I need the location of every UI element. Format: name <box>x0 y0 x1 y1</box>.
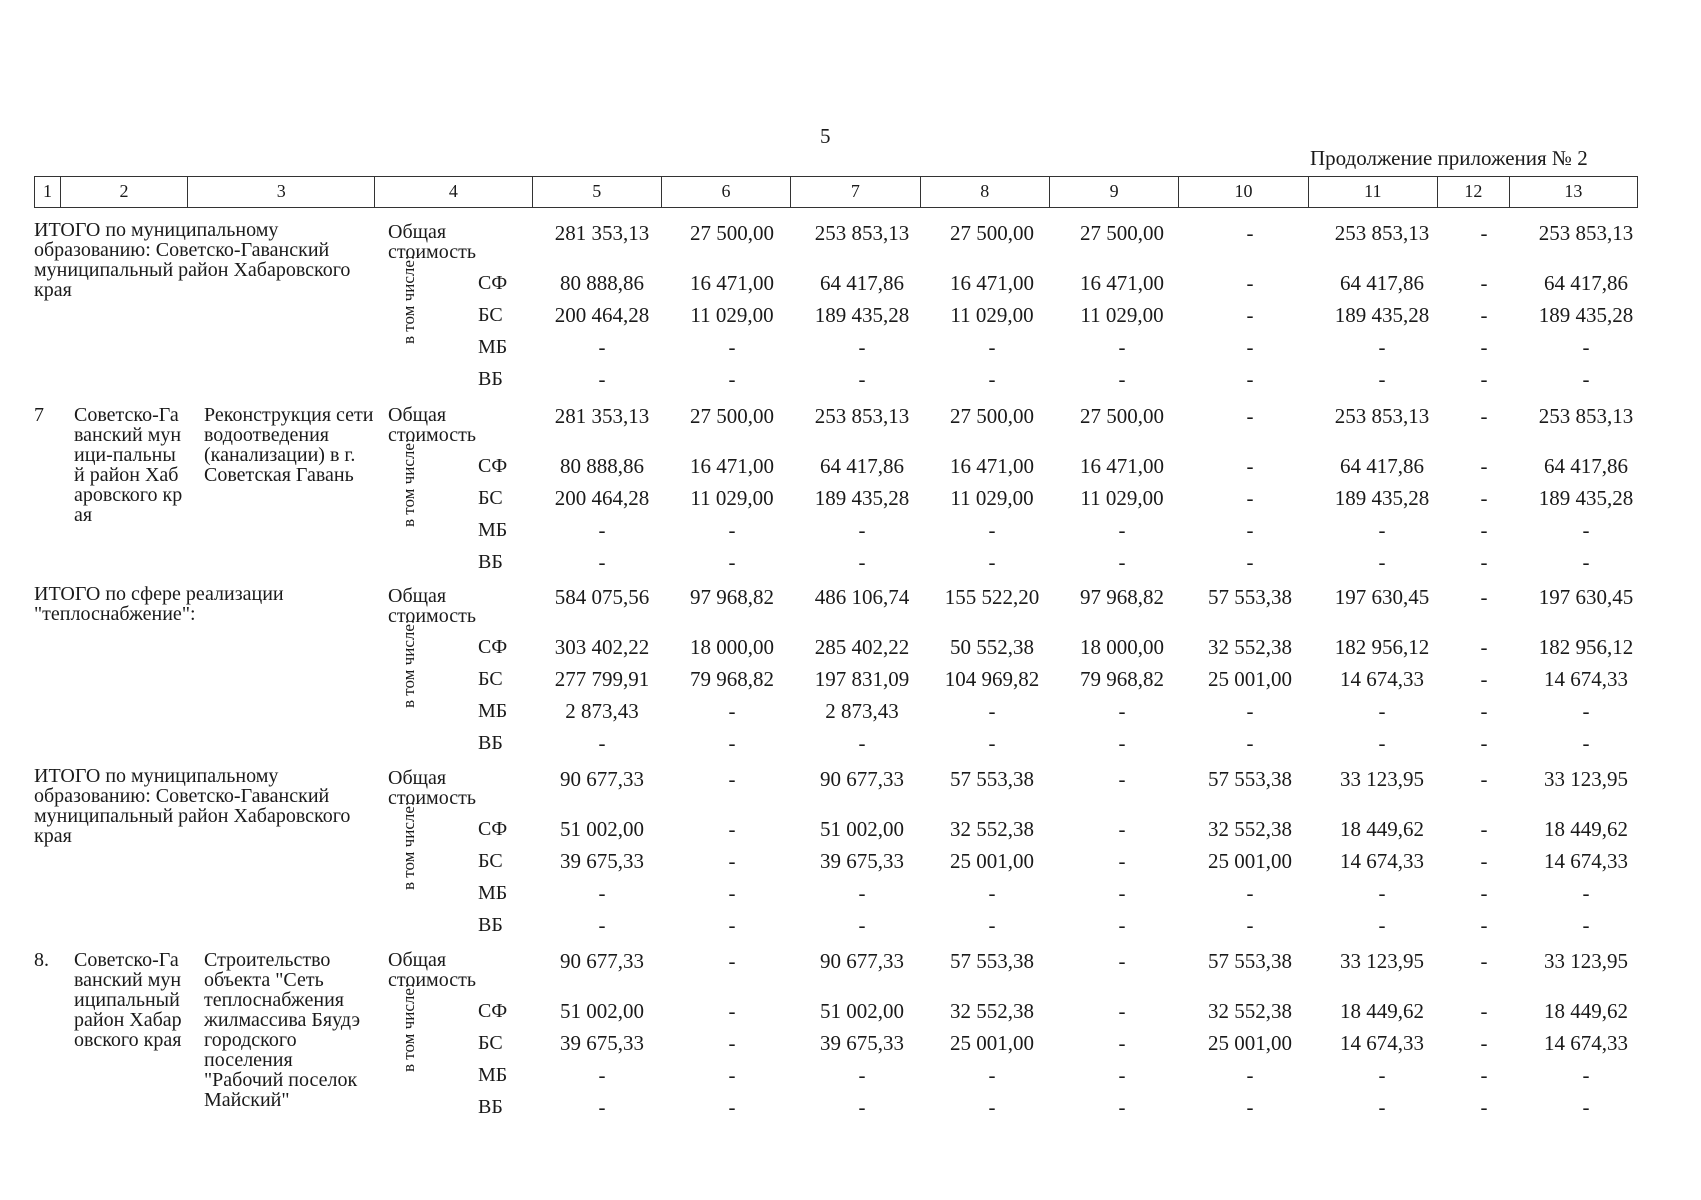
fund-label: ВБ <box>478 732 503 754</box>
table-cell: 80 888,86 <box>560 454 644 478</box>
table-cell: 281 353,13 <box>554 404 650 428</box>
table-cell: 32 552,38 <box>950 999 1034 1023</box>
table-cell: 253 853,13 <box>814 221 910 245</box>
table-cell: - <box>1480 817 1488 841</box>
table-cell: 64 417,86 <box>1340 454 1424 478</box>
table-cell: 285 402,22 <box>814 635 910 659</box>
table-cell: - <box>1480 731 1488 755</box>
table-cell: - <box>1582 550 1590 574</box>
table-cell: - <box>598 367 606 391</box>
table-cell: 14 674,33 <box>1340 849 1424 873</box>
table-cell: - <box>988 367 996 391</box>
table-cell: 57 553,38 <box>1208 767 1292 791</box>
table-cell: 11 029,00 <box>950 303 1034 327</box>
table-cell: 197 831,09 <box>814 667 910 691</box>
table-cell: 16 471,00 <box>1080 454 1164 478</box>
fund-label: ВБ <box>478 1096 503 1118</box>
header-col-9: 9 <box>1050 177 1179 207</box>
table-cell: 50 552,38 <box>950 635 1034 659</box>
table-cell: - <box>728 699 736 723</box>
table-cell: - <box>1480 271 1488 295</box>
table-cell: 253 853,13 <box>1334 404 1430 428</box>
table-cell: 2 873,43 <box>565 699 639 723</box>
fund-label: БС <box>478 304 503 326</box>
table-cell: - <box>1246 881 1254 905</box>
table-cell: 11 029,00 <box>1080 303 1164 327</box>
table-cell: - <box>1582 518 1590 542</box>
table-cell: 64 417,86 <box>1544 271 1628 295</box>
item-number: 7 <box>34 404 44 426</box>
table-cell: - <box>1118 550 1126 574</box>
table-cell: 27 500,00 <box>690 221 774 245</box>
table-cell: 97 968,82 <box>690 585 774 609</box>
header-col-3: 3 <box>188 177 375 207</box>
header-col-12: 12 <box>1438 177 1510 207</box>
table-cell: - <box>1118 849 1126 873</box>
table-cell: - <box>988 913 996 937</box>
table-cell: - <box>598 335 606 359</box>
table-cell: - <box>1118 699 1126 723</box>
table-cell: 39 675,33 <box>820 1031 904 1055</box>
fund-label: БС <box>478 1032 503 1054</box>
table-cell: 97 968,82 <box>1080 585 1164 609</box>
table-cell: 64 417,86 <box>1544 454 1628 478</box>
header-col-4: 4 <box>375 177 532 207</box>
total-cost-label: Общая стоимость <box>388 767 476 809</box>
table-cell: - <box>988 1063 996 1087</box>
table-cell: - <box>1118 999 1126 1023</box>
header-col-11: 11 <box>1309 177 1438 207</box>
table-cell: - <box>988 699 996 723</box>
table-cell: 14 674,33 <box>1340 1031 1424 1055</box>
table-cell: 27 500,00 <box>950 221 1034 245</box>
fund-label: ВБ <box>478 368 503 390</box>
table-cell: 16 471,00 <box>1080 271 1164 295</box>
table-cell: 200 464,28 <box>554 303 650 327</box>
table-cell: - <box>988 731 996 755</box>
table-cell: - <box>728 550 736 574</box>
table-cell: - <box>728 367 736 391</box>
table-cell: 18 449,62 <box>1544 817 1628 841</box>
table-cell: - <box>728 913 736 937</box>
table-cell: 14 674,33 <box>1544 667 1628 691</box>
table-cell: 33 123,95 <box>1544 949 1628 973</box>
table-cell: - <box>598 518 606 542</box>
table-cell: - <box>1480 667 1488 691</box>
table-cell: 18 000,00 <box>1080 635 1164 659</box>
header-col-8: 8 <box>921 177 1050 207</box>
table-cell: 90 677,33 <box>560 949 644 973</box>
header-col-6: 6 <box>662 177 791 207</box>
table-cell: - <box>728 1095 736 1119</box>
table-cell: - <box>1480 1095 1488 1119</box>
fund-label: МБ <box>478 336 508 358</box>
table-cell: 90 677,33 <box>560 767 644 791</box>
table-cell: - <box>858 913 866 937</box>
page-number: 5 <box>820 124 831 148</box>
table-cell: 32 552,38 <box>1208 999 1292 1023</box>
table-cell: 253 853,13 <box>814 404 910 428</box>
table-cell: - <box>1480 699 1488 723</box>
table-cell: - <box>1378 1063 1386 1087</box>
table-cell: 25 001,00 <box>950 1031 1034 1055</box>
table-cell: - <box>858 335 866 359</box>
table-cell: 32 552,38 <box>1208 817 1292 841</box>
table-cell: 64 417,86 <box>1340 271 1424 295</box>
table-cell: 182 956,12 <box>1538 635 1634 659</box>
table-cell: - <box>1480 486 1488 510</box>
fund-label: МБ <box>478 1064 508 1086</box>
block-title: ИТОГО по сфере реализации "теплоснабжение": <box>34 583 284 625</box>
table-cell: - <box>1118 367 1126 391</box>
fund-label: МБ <box>478 700 508 722</box>
table-cell: 197 630,45 <box>1334 585 1430 609</box>
table-cell: - <box>1480 635 1488 659</box>
table-cell: - <box>1480 913 1488 937</box>
table-cell: - <box>988 1095 996 1119</box>
table-cell: 253 853,13 <box>1334 221 1430 245</box>
table-cell: - <box>1378 550 1386 574</box>
fund-label: МБ <box>478 519 508 541</box>
table-cell: - <box>1118 881 1126 905</box>
table-cell: - <box>1246 303 1254 327</box>
table-cell: - <box>1582 913 1590 937</box>
table-cell: 281 353,13 <box>554 221 650 245</box>
table-cell: 11 029,00 <box>690 303 774 327</box>
header-col-5: 5 <box>533 177 662 207</box>
table-cell: 80 888,86 <box>560 271 644 295</box>
table-cell: 14 674,33 <box>1340 667 1424 691</box>
table-cell: 33 123,95 <box>1340 767 1424 791</box>
table-cell: 16 471,00 <box>690 271 774 295</box>
table-cell: - <box>858 1063 866 1087</box>
table-cell: - <box>598 1095 606 1119</box>
item-district: Советско-Гаванский муниципальный район Хабаровского края <box>74 949 182 1051</box>
table-cell: - <box>1118 731 1126 755</box>
table-cell: - <box>728 335 736 359</box>
table-cell: 197 630,45 <box>1538 585 1634 609</box>
table-cell: 25 001,00 <box>1208 1031 1292 1055</box>
table-cell: 189 435,28 <box>1334 486 1430 510</box>
table-cell: - <box>1378 367 1386 391</box>
incl-label: в том числе: <box>399 438 418 527</box>
header-col-7: 7 <box>791 177 920 207</box>
table-cell: - <box>1582 699 1590 723</box>
incl-label: в том числе: <box>399 619 418 708</box>
table-cell: - <box>1118 518 1126 542</box>
table-cell: 51 002,00 <box>820 999 904 1023</box>
table-cell: 51 002,00 <box>560 817 644 841</box>
table-cell: - <box>1246 486 1254 510</box>
table-cell: - <box>1246 913 1254 937</box>
table-cell: - <box>728 518 736 542</box>
table-cell: 277 799,91 <box>554 667 650 691</box>
total-cost-label: Общая стоимость <box>388 585 476 627</box>
table-cell: 57 553,38 <box>950 949 1034 973</box>
table-cell: - <box>1118 913 1126 937</box>
table-cell: - <box>1480 550 1488 574</box>
table-cell: 14 674,33 <box>1544 849 1628 873</box>
table-cell: - <box>1582 335 1590 359</box>
table-cell: - <box>1378 518 1386 542</box>
table-cell: - <box>1378 731 1386 755</box>
fund-label: СФ <box>478 1000 508 1022</box>
table-cell: - <box>1480 518 1488 542</box>
table-cell: - <box>1118 767 1126 791</box>
table-cell: 253 853,13 <box>1538 221 1634 245</box>
table-cell: 303 402,22 <box>554 635 650 659</box>
table-cell: - <box>1378 1095 1386 1119</box>
total-cost-label: Общая стоимость <box>388 221 476 263</box>
table-cell: 253 853,13 <box>1538 404 1634 428</box>
table-cell: - <box>1118 949 1126 973</box>
table-cell: 189 435,28 <box>1334 303 1430 327</box>
table-cell: 90 677,33 <box>820 767 904 791</box>
table-cell: - <box>1246 367 1254 391</box>
table-cell: - <box>728 999 736 1023</box>
table-cell: - <box>1480 1063 1488 1087</box>
incl-label: в том числе: <box>399 983 418 1072</box>
table-cell: 200 464,28 <box>554 486 650 510</box>
fund-label: БС <box>478 668 503 690</box>
table-cell: - <box>1582 1063 1590 1087</box>
table-cell: 90 677,33 <box>820 949 904 973</box>
table-cell: 51 002,00 <box>560 999 644 1023</box>
table-cell: - <box>1246 699 1254 723</box>
table-cell: - <box>988 335 996 359</box>
block-title: ИТОГО по муниципальному образованию: Советско-Гаванский муниципальный район Хабаровского края <box>34 765 351 847</box>
table-cell: 16 471,00 <box>950 271 1034 295</box>
table-cell: - <box>1118 817 1126 841</box>
table-cell: 64 417,86 <box>820 454 904 478</box>
table-cell: - <box>1118 1031 1126 1055</box>
table-cell: 64 417,86 <box>820 271 904 295</box>
table-cell: - <box>858 367 866 391</box>
fund-label: МБ <box>478 882 508 904</box>
table-cell: - <box>1378 881 1386 905</box>
table-cell: 16 471,00 <box>690 454 774 478</box>
table-cell: 189 435,28 <box>814 303 910 327</box>
header-col-13: 13 <box>1564 181 1583 201</box>
table-cell: - <box>728 1063 736 1087</box>
table-cell: - <box>1582 881 1590 905</box>
table-cell: - <box>598 881 606 905</box>
table-cell: - <box>728 849 736 873</box>
incl-label: в том числе: <box>399 255 418 344</box>
table-cell: - <box>1378 699 1386 723</box>
table-cell: 18 449,62 <box>1544 999 1628 1023</box>
table-cell: - <box>1246 404 1254 428</box>
table-cell: - <box>1480 454 1488 478</box>
fund-label: СФ <box>478 818 508 840</box>
table-cell: 25 001,00 <box>950 849 1034 873</box>
total-cost-label: Общая стоимость <box>388 949 476 991</box>
table-cell: - <box>728 817 736 841</box>
table-cell: 39 675,33 <box>560 849 644 873</box>
table-cell: 16 471,00 <box>950 454 1034 478</box>
table-cell: 27 500,00 <box>1080 221 1164 245</box>
table-cell: - <box>988 881 996 905</box>
table-cell: - <box>598 550 606 574</box>
table-cell: 32 552,38 <box>950 817 1034 841</box>
table-cell: - <box>1480 881 1488 905</box>
table-cell: 189 435,28 <box>1538 303 1634 327</box>
table-cell: - <box>1246 271 1254 295</box>
table-cell: - <box>728 731 736 755</box>
table-cell: 27 500,00 <box>1080 404 1164 428</box>
table-cell: - <box>1118 1063 1126 1087</box>
table-cell: 51 002,00 <box>820 817 904 841</box>
item-description: Строительство объекта "Сеть теплоснабжения жилмассива Бяудэ городского поселения "Рабочий поселок Майский" <box>204 949 361 1111</box>
table-cell: 18 000,00 <box>690 635 774 659</box>
table-cell: - <box>1480 221 1488 245</box>
table-cell: - <box>1480 849 1488 873</box>
fund-label: СФ <box>478 455 508 477</box>
table-cell: 32 552,38 <box>1208 635 1292 659</box>
table-cell: - <box>1246 1063 1254 1087</box>
header-col-1: 1 <box>35 177 61 207</box>
header-col-2: 2 <box>61 177 188 207</box>
header-col-10: 10 <box>1179 177 1308 207</box>
table-cell: - <box>858 731 866 755</box>
table-cell: - <box>728 1031 736 1055</box>
table-cell: - <box>858 881 866 905</box>
table-cell: - <box>988 518 996 542</box>
table-header-row <box>34 176 1638 208</box>
table-cell: 189 435,28 <box>1538 486 1634 510</box>
table-cell: - <box>1378 335 1386 359</box>
table-cell: - <box>1480 303 1488 327</box>
table-cell: 11 029,00 <box>690 486 774 510</box>
table-cell: 189 435,28 <box>814 486 910 510</box>
fund-label: БС <box>478 850 503 872</box>
table-cell: 155 522,20 <box>944 585 1040 609</box>
table-cell: 11 029,00 <box>950 486 1034 510</box>
item-district: Советско-Гаванский муници-пальный район Хабаровского края <box>74 404 183 526</box>
appendix-caption: Продолжение приложения № 2 <box>1310 146 1588 170</box>
table-cell: - <box>1480 999 1488 1023</box>
table-cell: 18 449,62 <box>1340 999 1424 1023</box>
table-cell: - <box>1480 585 1488 609</box>
fund-label: СФ <box>478 272 508 294</box>
table-cell: - <box>1582 731 1590 755</box>
table-cell: 182 956,12 <box>1334 635 1430 659</box>
fund-label: СФ <box>478 636 508 658</box>
table-cell: - <box>598 1063 606 1087</box>
table-cell: 11 029,00 <box>1080 486 1164 510</box>
table-cell: 25 001,00 <box>1208 849 1292 873</box>
table-cell: 104 969,82 <box>944 667 1040 691</box>
table-cell: 584 075,56 <box>554 585 650 609</box>
table-cell: 14 674,33 <box>1544 1031 1628 1055</box>
incl-label: в том числе: <box>399 801 418 890</box>
table-cell: 25 001,00 <box>1208 667 1292 691</box>
table-cell: - <box>598 731 606 755</box>
item-description: Реконструкция сети водоотведения (канализации) в г. Советская Гавань <box>204 404 374 486</box>
table-cell: 57 553,38 <box>950 767 1034 791</box>
table-cell: - <box>858 1095 866 1119</box>
table-cell: - <box>1246 731 1254 755</box>
table-cell: 39 675,33 <box>560 1031 644 1055</box>
table-cell: - <box>1582 367 1590 391</box>
table-cell: - <box>1480 1031 1488 1055</box>
table-cell: - <box>1378 913 1386 937</box>
table-cell: 18 449,62 <box>1340 817 1424 841</box>
table-cell: 33 123,95 <box>1544 767 1628 791</box>
fund-label: ВБ <box>478 914 503 936</box>
table-cell: - <box>1246 454 1254 478</box>
table-cell: - <box>1480 949 1488 973</box>
table-cell: - <box>728 949 736 973</box>
table-cell: 33 123,95 <box>1340 949 1424 973</box>
table-cell: - <box>1582 1095 1590 1119</box>
table-cell: - <box>1246 1095 1254 1119</box>
total-cost-label: Общая стоимость <box>388 404 476 446</box>
table-cell: 2 873,43 <box>825 699 899 723</box>
block-title: ИТОГО по муниципальному образованию: Советско-Гаванский муниципальный район Хабаровского края <box>34 219 351 301</box>
table-cell: - <box>858 550 866 574</box>
table-cell: - <box>1246 518 1254 542</box>
table-cell: - <box>598 913 606 937</box>
table-cell: - <box>1480 335 1488 359</box>
table-cell: 39 675,33 <box>820 849 904 873</box>
table-cell: - <box>1118 1095 1126 1119</box>
table-cell: - <box>728 881 736 905</box>
table-cell: 27 500,00 <box>690 404 774 428</box>
table-cell: - <box>1118 335 1126 359</box>
table-cell: - <box>1246 550 1254 574</box>
table-cell: 27 500,00 <box>950 404 1034 428</box>
table-cell: - <box>1480 404 1488 428</box>
table-cell: 486 106,74 <box>814 585 910 609</box>
table-cell: 79 968,82 <box>690 667 774 691</box>
table-cell: - <box>1480 767 1488 791</box>
table-cell: - <box>1246 221 1254 245</box>
fund-label: ВБ <box>478 551 503 573</box>
table-cell: 79 968,82 <box>1080 667 1164 691</box>
table-cell: - <box>1246 335 1254 359</box>
table-cell: - <box>1480 367 1488 391</box>
fund-label: БС <box>478 487 503 509</box>
item-number: 8. <box>34 949 49 971</box>
table-cell: - <box>728 767 736 791</box>
table-cell: 57 553,38 <box>1208 949 1292 973</box>
table-cell: 57 553,38 <box>1208 585 1292 609</box>
table-cell: - <box>988 550 996 574</box>
table-cell: - <box>858 518 866 542</box>
